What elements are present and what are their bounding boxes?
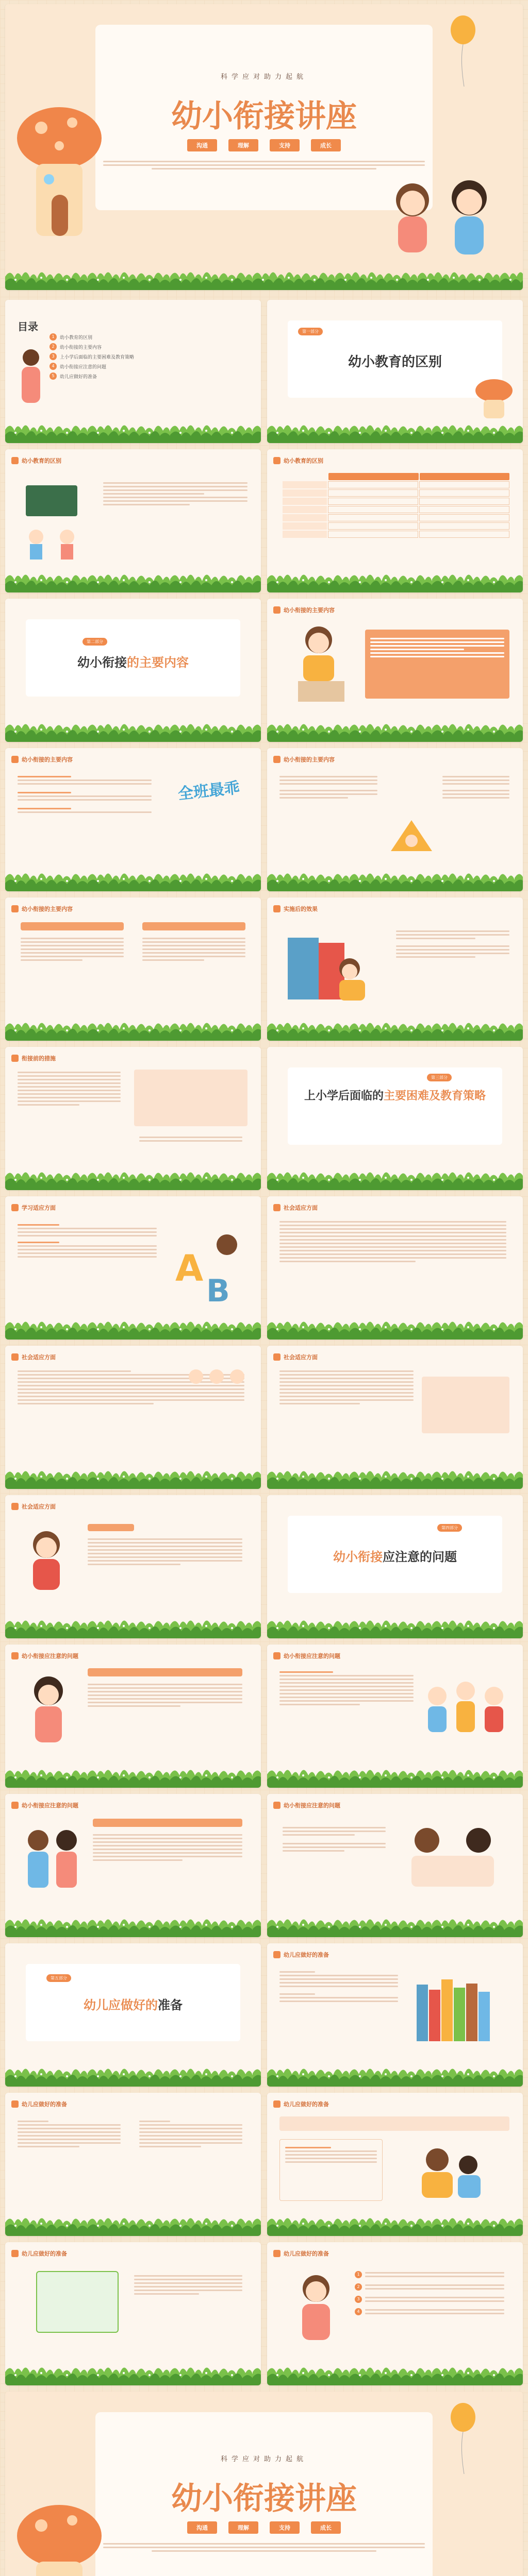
teacher-illustration xyxy=(15,346,46,413)
toc-slide xyxy=(5,300,261,443)
svg-text:B: B xyxy=(206,1273,230,1307)
issue-slide-b xyxy=(267,1645,523,1788)
grass-border xyxy=(5,868,261,891)
grass-border xyxy=(267,1316,523,1340)
grass-border xyxy=(267,1465,523,1489)
slide-header: 社会适应方面 xyxy=(11,1352,56,1362)
toc-item[interactable]: 1 幼小教育的区别 xyxy=(50,333,134,341)
text-block xyxy=(279,1669,414,1707)
toc-item[interactable]: 5 幼儿应做好的准备 xyxy=(50,372,134,380)
grass-border xyxy=(5,1316,261,1340)
cover-subtitle: 科学应对助力起航 xyxy=(220,2455,307,2463)
slide-header: 幼小衔接的主要内容 xyxy=(273,754,335,765)
tag: 支持 xyxy=(270,139,300,151)
part1-slide xyxy=(267,300,523,443)
toc-item[interactable]: 4 幼小衔接应注意的问题 xyxy=(50,363,134,370)
text-block xyxy=(396,928,509,960)
mushroom-house-icon xyxy=(15,97,103,241)
toc-list xyxy=(50,331,134,382)
section-badge: 第四部分 xyxy=(437,1524,462,1532)
label-bar xyxy=(21,922,124,930)
grass-border xyxy=(267,1913,523,1937)
section-title: 幼小衔接应注意的问题 xyxy=(333,1549,457,1564)
prep-slide-e xyxy=(267,2242,523,2385)
cover-note-lines xyxy=(103,159,425,172)
grass-border xyxy=(5,1166,261,1190)
grass-border xyxy=(267,718,523,742)
grass-border xyxy=(267,1764,523,1788)
text-block xyxy=(18,2119,121,2149)
content-slide-c xyxy=(267,748,523,891)
grass-border xyxy=(5,419,261,443)
boy-illustration xyxy=(21,1526,72,1598)
closing-slide xyxy=(5,2392,523,2576)
text-block xyxy=(139,1134,242,1144)
text-block xyxy=(134,2273,242,2297)
text-block xyxy=(279,1219,506,1264)
part3-slide xyxy=(267,1047,523,1190)
social-slide-a xyxy=(267,1196,523,1340)
learn-slide-a xyxy=(5,1196,261,1340)
grass-border xyxy=(5,2362,261,2385)
grass-border xyxy=(267,2212,523,2236)
text-block xyxy=(370,636,504,659)
classroom-illustration xyxy=(15,480,93,563)
issue-slide-c xyxy=(5,1794,261,1937)
tag: 支持 xyxy=(270,2521,300,2534)
label-bar xyxy=(88,1668,242,1676)
compare-table xyxy=(283,473,509,539)
section-title: 幼小衔接的主要内容 xyxy=(77,655,189,670)
tag: 沟通 xyxy=(187,139,217,151)
family-illustration xyxy=(401,2139,504,2201)
text-block xyxy=(279,774,377,801)
highlight-box xyxy=(422,1377,509,1433)
grass-border xyxy=(5,1913,261,1937)
diff-slide-b xyxy=(267,449,523,592)
highlight-box xyxy=(279,2116,509,2131)
text-block xyxy=(442,774,509,801)
numbered-list: 1 2 3 4 xyxy=(355,2267,504,2319)
social-slide-c xyxy=(267,1346,523,1489)
reading-child-illustration xyxy=(288,619,355,707)
content-slide-d xyxy=(5,897,261,1041)
section-title: 上小学后面临的主要困难及教育策略 xyxy=(304,1089,486,1103)
text-block xyxy=(279,2139,383,2201)
mushroom-house-icon xyxy=(15,2495,103,2576)
slide-header: 幼小衔接应注意的问题 xyxy=(11,1651,78,1661)
section-title: 幼小教育的区别 xyxy=(348,354,442,370)
slide-header: 幼小衔接的主要内容 xyxy=(273,605,335,615)
section-title: 幼儿应做好的准备 xyxy=(84,1997,183,2012)
grass-border xyxy=(267,1615,523,1638)
slide-header: 幼儿应做好的准备 xyxy=(273,1950,329,1960)
slide-header: 社会适应方面 xyxy=(11,1501,56,1512)
slide-header: 幼儿应做好的准备 xyxy=(11,2248,67,2259)
text-block xyxy=(283,1825,386,1854)
prep-slide-c xyxy=(267,2093,523,2236)
cover-title: 幼小衔接讲座 xyxy=(171,98,357,134)
text-block xyxy=(279,1368,414,1406)
content-slide-b xyxy=(5,748,261,891)
part4-slide xyxy=(267,1495,523,1638)
cover-subtitle: 科学应对助力起航 xyxy=(220,73,307,81)
grass-border xyxy=(5,569,261,592)
text-block xyxy=(88,1536,242,1567)
cover-note-lines xyxy=(103,2541,425,2554)
section-badge: 第一部分 xyxy=(298,328,323,335)
grass-border xyxy=(267,569,523,592)
cover-slide xyxy=(5,4,523,290)
slide-header: 幼小衔接的主要内容 xyxy=(11,754,73,765)
slide-header: 幼儿应做好的准备 xyxy=(273,2099,329,2109)
prep-slide-a xyxy=(267,1943,523,2087)
diagram-box xyxy=(36,2271,119,2333)
prep-slide-d xyxy=(5,2242,261,2385)
text-block xyxy=(88,1682,242,1709)
text-block xyxy=(93,1832,242,1863)
slide-header: 社会适应方面 xyxy=(273,1202,318,1213)
gap-slide xyxy=(5,1047,261,1190)
section-badge: 第五部分 xyxy=(46,1974,71,1982)
slide-header: 幼儿应做好的准备 xyxy=(273,2248,329,2259)
slide-header: 幼小教育的区别 xyxy=(273,455,323,466)
slide-header: 学习适应方面 xyxy=(11,1202,56,1213)
issue-slide-a xyxy=(5,1645,261,1788)
drawing-kids-illustration xyxy=(396,1815,509,1902)
grass-border xyxy=(267,419,523,443)
effect-slide xyxy=(267,897,523,1041)
section-card xyxy=(288,1067,502,1145)
prep-slide-b xyxy=(5,2093,261,2236)
tag: 理解 xyxy=(228,2521,258,2534)
slide-header: 幼小衔接应注意的问题 xyxy=(11,1800,78,1810)
sticker-text: 全班最乖 xyxy=(177,778,241,804)
section-badge: 第三部分 xyxy=(427,1074,452,1081)
cover-title: 幼小衔接讲座 xyxy=(171,2481,357,2517)
children-illustration xyxy=(382,169,505,262)
highlight-box xyxy=(134,1070,248,1126)
issue-slide-d xyxy=(267,1794,523,1937)
label-bar xyxy=(88,1524,134,1531)
text-block xyxy=(139,2119,242,2149)
text-block xyxy=(103,480,248,507)
toc-item[interactable]: 2 幼小衔接的主要内容 xyxy=(50,343,134,350)
part5-slide xyxy=(5,1943,261,2087)
svg-text:A: A xyxy=(175,1247,204,1290)
toc-label: 目录 xyxy=(18,320,38,333)
girl-illustration xyxy=(288,2268,344,2350)
slide-header: 幼儿应做好的准备 xyxy=(11,2099,67,2109)
grass-border xyxy=(5,2212,261,2236)
slide-header: 社会适应方面 xyxy=(273,1352,318,1362)
grass-border xyxy=(5,266,523,290)
grass-border xyxy=(5,1465,261,1489)
text-block xyxy=(18,774,152,815)
students-illustration xyxy=(18,1820,85,1902)
grass-border xyxy=(267,2362,523,2385)
text-block xyxy=(279,1969,398,2004)
text-block xyxy=(142,936,245,963)
girl-illustration xyxy=(18,1670,79,1748)
kids-row-illustration xyxy=(186,1361,248,1392)
tag: 理解 xyxy=(228,139,258,151)
slide-header: 实施后的效果 xyxy=(273,904,318,914)
content-slide-a xyxy=(267,599,523,742)
text-block xyxy=(18,1222,157,1260)
playground-illustration xyxy=(386,810,437,856)
toc-item[interactable]: 3 上小学后面临的主要困难及教育策略 xyxy=(50,353,134,360)
grass-border xyxy=(267,1017,523,1041)
abc-letters-illustration xyxy=(170,1224,248,1307)
social-slide-d xyxy=(5,1495,261,1638)
slide-header: 幼小衔接的主要内容 xyxy=(11,904,73,914)
tag: 成长 xyxy=(311,2521,341,2534)
slide-header: 幼小衔接应注意的问题 xyxy=(273,1651,340,1661)
tag: 沟通 xyxy=(187,2521,217,2534)
grass-border xyxy=(5,1615,261,1638)
social-slide-b xyxy=(5,1346,261,1489)
kids-group-illustration xyxy=(422,1670,509,1748)
grass-border xyxy=(267,1166,523,1190)
balloon-icon xyxy=(448,2402,478,2474)
grass-border xyxy=(5,718,261,742)
reading-kids-illustration xyxy=(283,922,386,1010)
grass-border xyxy=(5,2063,261,2087)
slide-header: 幼小教育的区别 xyxy=(11,455,61,466)
balloon-icon xyxy=(448,14,478,87)
part2-slide xyxy=(5,599,261,742)
grass-border xyxy=(5,1764,261,1788)
mushroom-house-icon xyxy=(473,377,515,418)
diff-slide-a xyxy=(5,449,261,592)
label-bar xyxy=(142,922,245,930)
label-bar xyxy=(93,1819,242,1827)
grass-border xyxy=(267,868,523,891)
text-block xyxy=(21,936,124,963)
slide-header: 幼小衔接应注意的问题 xyxy=(273,1800,340,1810)
bookshelf-illustration xyxy=(411,1969,509,2052)
text-block xyxy=(18,1070,121,1108)
grass-border xyxy=(5,1017,261,1041)
grass-border xyxy=(267,2063,523,2087)
slide-header: 衔接前的措施 xyxy=(11,1053,56,1063)
tag: 成长 xyxy=(311,139,341,151)
section-badge: 第二部分 xyxy=(82,638,107,646)
